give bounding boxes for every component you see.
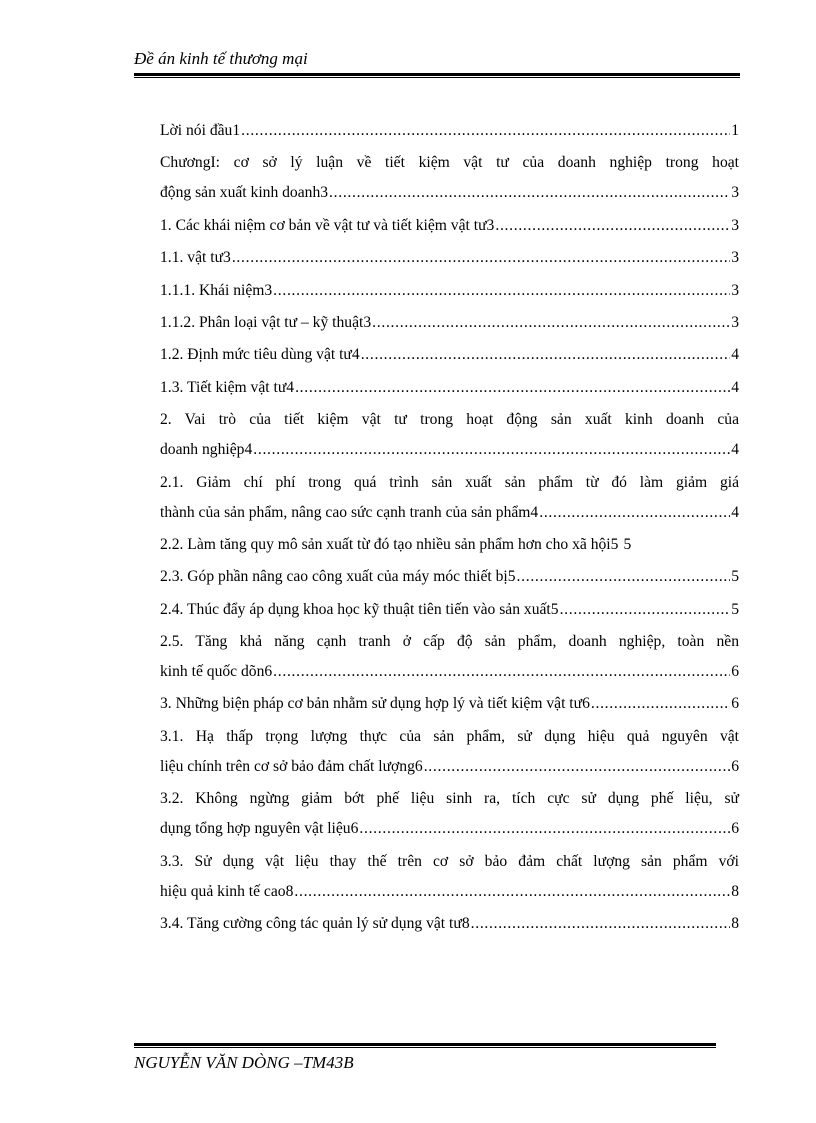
toc-page-number: 1 [731, 122, 739, 139]
toc-dot-leader [471, 909, 731, 939]
toc-entry[interactable] [160, 909, 739, 939]
toc-page-number: 4 [731, 503, 739, 521]
toc-page-number: 6 [731, 820, 739, 838]
toc-entry-line [160, 116, 739, 146]
toc-entry-text: 3.2. Không ngừng giảm bớt phế liệu sinh ra, tích cực sử dụng phế liệu, sử [160, 790, 739, 808]
toc-entry-text: doanh nghiệp4 [160, 441, 253, 459]
toc-page-number: 5 [731, 600, 739, 618]
header-rule-thin [134, 77, 740, 78]
toc-page-number: 5 [623, 535, 632, 553]
toc-entry-text: 2.1. Giảm chí phí trong quá trình sản xuất sản phẩm từ đó làm giảm giá [160, 473, 739, 491]
toc-page-number: 8 [731, 915, 739, 933]
toc-entry-line [160, 308, 739, 338]
toc-entry-line [160, 877, 739, 907]
toc-entry-text: kinh tế quốc dõn6 [160, 663, 273, 681]
toc-page-number: 6 [731, 663, 739, 681]
toc-dot-leader [591, 689, 730, 719]
footer-author: NGUYỄN VĂN DÒNG –TM43B [134, 1053, 354, 1072]
toc-entry-text: 1.1.2. Phân loại vật tư – kỹ thuật3 [160, 313, 372, 331]
toc-page-number: 3 [731, 249, 739, 267]
toc-entry-text: 2.4. Thúc đẩy áp dụng khoa học kỹ thuật tiên tiến vào sản xuất5 [160, 600, 559, 618]
toc-entry-text: ChươngI: cơ sở lý luận về tiết kiệm vật tư của doanh nghiệp trong hoạt [160, 154, 739, 172]
toc-dot-leader [361, 340, 731, 370]
toc-entry-text: 3. Những biện pháp cơ bản nhằm sử dụng hợp lý và tiết kiệm vật tư6 [160, 695, 590, 713]
toc-dot-leader [273, 276, 730, 306]
page-footer [134, 1043, 716, 1074]
toc-dot-leader [560, 595, 731, 625]
toc-entry-text: 1.2. Định mức tiêu dùng vật tư4 [160, 346, 360, 364]
toc-entry-text: 2. Vai trò của tiết kiệm vật tư trong hoạt động sản xuất kinh doanh của [160, 411, 739, 429]
toc-dot-leader [517, 562, 731, 592]
toc-page-number: 3 [731, 281, 739, 299]
toc-entry-text: dụng tổng hợp nguyên vật liệu6 [160, 820, 359, 838]
header-title: Đề án kinh tế thương mại [134, 49, 308, 68]
toc-entry-line [160, 211, 739, 241]
toc-entry-line [160, 562, 739, 592]
toc-page-number: 6 [731, 757, 739, 775]
toc-entry-text: hiệu quả kinh tế cao8 [160, 882, 294, 900]
toc-entry-text: 2.2. Làm tăng quy mô sản xuất từ đó tạo nhiều sản phẩm hơn cho xã hội5 [160, 535, 619, 553]
toc-entry[interactable] [160, 243, 739, 273]
toc-dot-leader [329, 178, 730, 208]
toc-entry-text: 3.4. Tăng cường công tác quản lý sử dụng vật tư8 [160, 915, 470, 933]
toc-entry-line [160, 530, 739, 560]
toc-entry-text: 1.1. vật tư3 [160, 249, 231, 267]
toc-dot-leader [372, 308, 730, 338]
toc-entry-line [160, 276, 739, 306]
toc-entry-text: 2.5. Tăng khả năng cạnh tranh ở cấp độ sản phẩm, doanh nghiệp, toàn nền [160, 633, 739, 651]
toc-entry-line [160, 689, 739, 719]
table-of-contents [160, 116, 739, 941]
toc-dot-leader [253, 435, 730, 465]
toc-entry[interactable] [160, 847, 739, 907]
toc-entry-line [160, 814, 739, 844]
toc-dot-leader [273, 657, 730, 687]
toc-entry[interactable] [160, 689, 739, 719]
toc-entry[interactable] [160, 340, 739, 370]
toc-entry-text: liệu chính trên cơ sở bảo đảm chất lượng6 [160, 757, 423, 775]
toc-entry-line [160, 498, 739, 528]
toc-page-number: 3 [731, 216, 739, 234]
toc-dot-leader [424, 752, 731, 782]
toc-entry[interactable] [160, 276, 739, 306]
header-rule-thick [134, 73, 740, 76]
footer-rule-thick [134, 1043, 716, 1046]
toc-entry-line [160, 373, 739, 403]
toc-entry-line [160, 435, 739, 465]
toc-entry-line [160, 909, 739, 939]
toc-entry[interactable] [160, 627, 739, 687]
toc-entry-line [160, 595, 739, 625]
toc-entry[interactable] [160, 562, 739, 592]
toc-page-number: 4 [731, 378, 739, 396]
toc-page-number: 4 [731, 441, 739, 459]
toc-dot-leader [295, 373, 730, 403]
toc-entry-text: 1.3. Tiết kiệm vật tư4 [160, 378, 295, 396]
toc-entry-text: động sản xuất kinh doanh3 [160, 184, 329, 202]
toc-entry-line [160, 243, 739, 273]
toc-entry[interactable] [160, 595, 739, 625]
toc-entry[interactable] [160, 784, 739, 844]
toc-entry-line [160, 657, 739, 687]
toc-entry-text: 3.1. Hạ thấp trọng lượng thực của sản phẩm, sử dụng hiệu quả nguyên vật [160, 727, 739, 745]
toc-page-number: 5 [731, 568, 739, 586]
toc-entry[interactable] [160, 148, 739, 208]
toc-page-number: 6 [731, 695, 739, 713]
toc-entry[interactable] [160, 530, 739, 560]
toc-entry[interactable] [160, 722, 739, 782]
toc-dot-leader [232, 243, 730, 273]
toc-dot-leader [241, 116, 730, 146]
toc-entry-line [160, 340, 739, 370]
page-header [134, 48, 740, 78]
toc-entry[interactable] [160, 468, 739, 528]
toc-entry[interactable] [160, 116, 739, 146]
toc-entry-line [160, 752, 739, 782]
toc-entry[interactable] [160, 308, 739, 338]
toc-entry-text: thành của sản phẩm, nâng cao sức cạnh tranh của sản phẩm4 [160, 503, 539, 521]
toc-dot-leader [495, 211, 730, 241]
toc-entry-text: 1.1.1. Khái niệm3 [160, 281, 273, 299]
toc-page-number: 3 [731, 313, 739, 331]
toc-entry[interactable] [160, 373, 739, 403]
footer-rule-thin [134, 1047, 716, 1048]
toc-entry-text: 3.3. Sử dụng vật liệu thay thế trên cơ sở bảo đảm chất lượng sản phẩm với [160, 852, 739, 870]
toc-entry-line [160, 178, 739, 208]
toc-page-number: 4 [731, 346, 739, 364]
toc-dot-leader [359, 814, 730, 844]
toc-entry-text: 2.3. Góp phần nâng cao công xuất của máy móc thiết bị5 [160, 568, 516, 586]
toc-page-number: 8 [731, 882, 739, 900]
toc-dot-leader [539, 498, 730, 528]
toc-entry[interactable] [160, 405, 739, 465]
toc-entry-text: 1. Các khái niệm cơ bản về vật tư và tiết kiệm vật tư3 [160, 216, 495, 234]
toc-dot-leader [294, 877, 730, 907]
toc-entry-text: Lời nói đầu1 [160, 122, 241, 139]
toc-entry[interactable] [160, 211, 739, 241]
toc-page-number: 3 [731, 184, 739, 202]
